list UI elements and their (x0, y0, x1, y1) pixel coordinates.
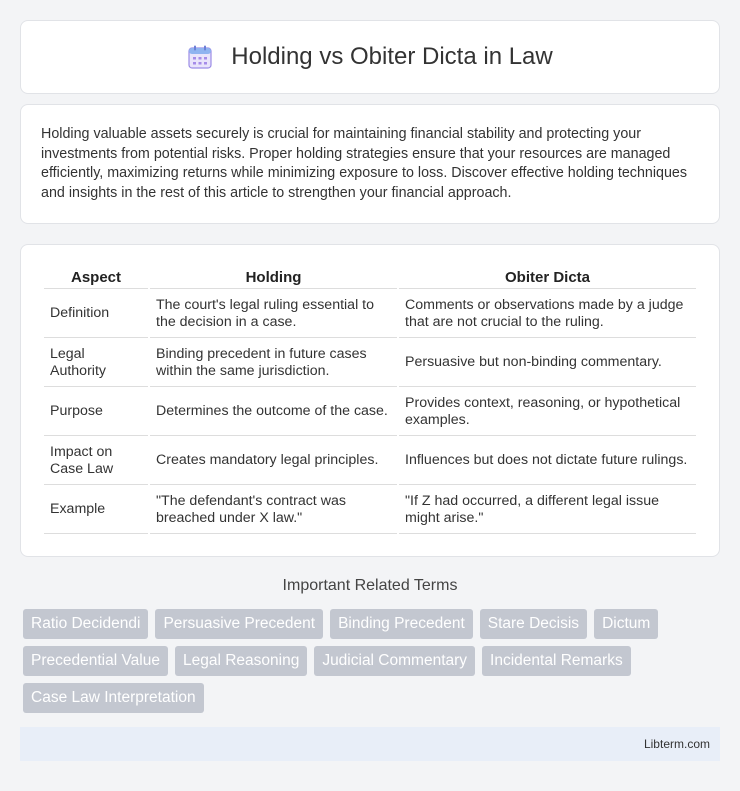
intro-card (20, 104, 720, 224)
comparison-table (42, 265, 698, 536)
related-term-tag[interactable]: Case Law Interpretation (23, 683, 204, 713)
row-obiter-dicta: Provides context, reasoning, or hypothetical examples. (399, 389, 696, 436)
row-holding: "The defendant's contract was breached under X law." (150, 487, 397, 534)
comparison-table-card (20, 244, 720, 557)
table-header-row (44, 267, 696, 289)
table-row (44, 291, 696, 338)
row-obiter-dicta: Influences but does not dictate future rulings. (399, 438, 696, 485)
row-obiter-dicta: "If Z had occurred, a different legal issue might arise." (399, 487, 696, 534)
related-terms-heading: Important Related Terms (282, 577, 458, 594)
row-aspect: Legal Authority (44, 340, 148, 387)
table-row (44, 487, 696, 534)
related-term-tag[interactable]: Persuasive Precedent (155, 609, 323, 639)
table-row (44, 340, 696, 387)
related-terms-list (23, 609, 723, 713)
column-header-holding: Holding (150, 267, 397, 289)
column-header-obiter-dicta: Obiter Dicta (399, 267, 696, 289)
row-aspect: Definition (44, 291, 148, 338)
related-term-tag[interactable]: Legal Reasoning (175, 646, 307, 676)
calendar-icon (187, 44, 213, 70)
page-title: Holding vs Obiter Dicta in Law (231, 43, 553, 70)
related-term-tag[interactable]: Dictum (594, 609, 658, 639)
row-aspect: Purpose (44, 389, 148, 436)
footer (20, 727, 720, 761)
title-card (20, 20, 720, 94)
column-header-aspect: Aspect (44, 267, 148, 289)
related-term-tag[interactable]: Judicial Commentary (314, 646, 475, 676)
row-holding: Determines the outcome of the case. (150, 389, 397, 436)
related-term-tag[interactable]: Precedential Value (23, 646, 168, 676)
intro-paragraph: Holding valuable assets securely is crucial for maintaining financial stability and protecting your investments from potential risks. Proper holding strategies ensure that your resources are managed efficiently, maximizing returns while minimizing exposure to loss. Discover effective holding techniques and insights in the rest of this article to strengthen your financial approach. (41, 126, 688, 201)
related-term-tag[interactable]: Stare Decisis (480, 609, 587, 639)
table-row (44, 438, 696, 485)
row-holding: Binding precedent in future cases within the same jurisdiction. (150, 340, 397, 387)
table-row (44, 389, 696, 436)
row-holding: Creates mandatory legal principles. (150, 438, 397, 485)
related-term-tag[interactable]: Incidental Remarks (482, 646, 631, 676)
footer-site-link[interactable]: Libterm.com (643, 737, 710, 751)
row-aspect: Impact on Case Law (44, 438, 148, 485)
related-term-tag[interactable]: Ratio Decidendi (23, 609, 148, 639)
related-term-tag[interactable]: Binding Precedent (330, 609, 473, 639)
title-wrap (187, 43, 552, 71)
row-aspect: Example (44, 487, 148, 534)
row-obiter-dicta: Persuasive but non-binding commentary. (399, 340, 696, 387)
row-holding: The court's legal ruling essential to the decision in a case. (150, 291, 397, 338)
row-obiter-dicta: Comments or observations made by a judge that are not crucial to the ruling. (399, 291, 696, 338)
